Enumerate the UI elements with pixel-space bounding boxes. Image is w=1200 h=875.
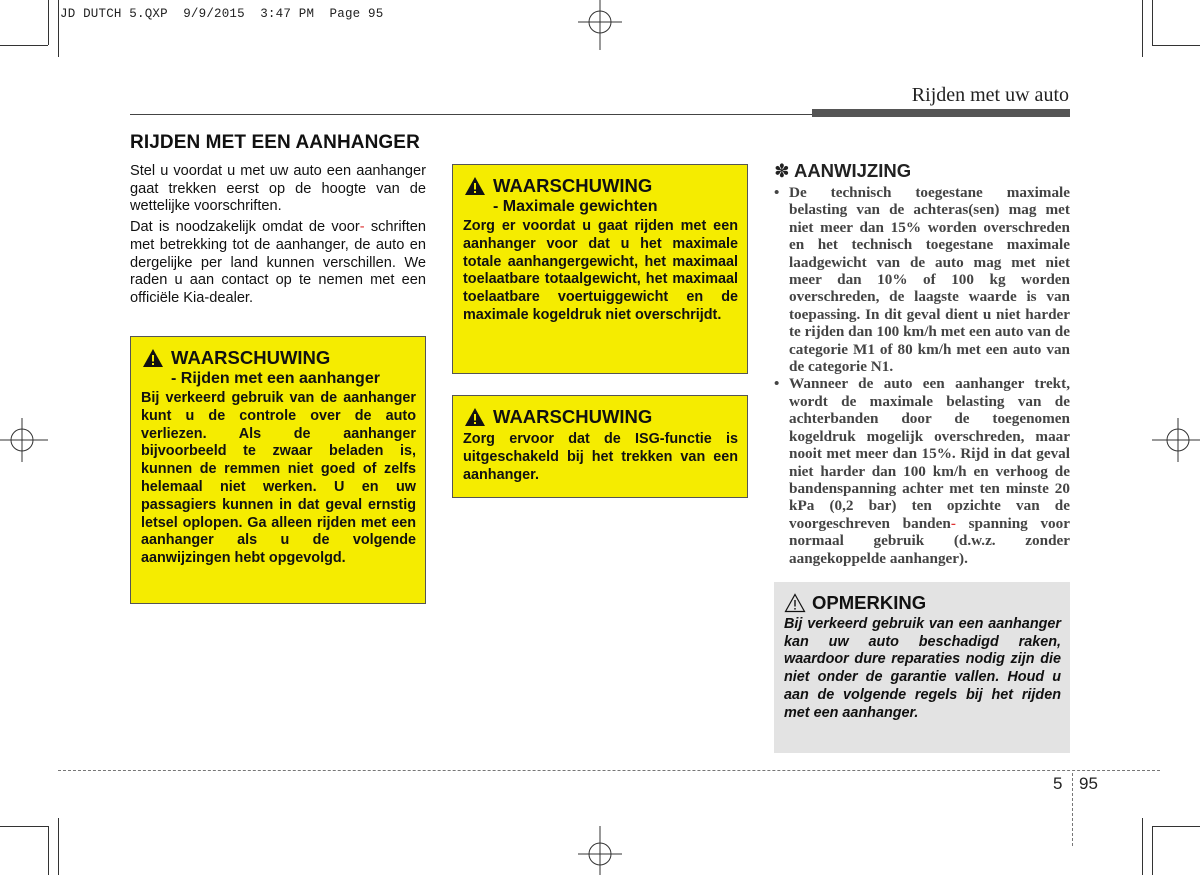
crop-mark [48, 826, 49, 875]
page-number: 95 [1079, 774, 1098, 793]
crop-mark [1152, 0, 1153, 45]
note-item: • De technisch toegestane maximale belasting van de achteras(sen) mag met niet meer dan 15% worden overschreden en het technisch toegestane maximale laadgewicht van de auto mag met niet meer dan 10% of 100 kg worden overschreden, de laagste waarde is van toepassing. In dit geval dient u niet harder te rijden dan 100 km/h met een auto van de categorie M1 of 80 km/h met een auto van de categorie N1. [774, 184, 1070, 375]
page-title: RIJDEN MET EEN AANHANGER [130, 132, 420, 153]
warning-triangle-icon [464, 176, 486, 196]
intro-paragraph-1: Stel u voordat u met uw auto een aanhanger gaat trekken eerst op de hoogte van de wettelijke voorschriften. [130, 163, 426, 215]
caution-header [784, 592, 1061, 614]
warning-triangle-icon [142, 348, 164, 368]
crop-mark [58, 818, 59, 875]
note-item-2-start: Wanneer de auto een aanhanger trekt, wordt de maximale belasting van de achterbanden door de toegenomen kogeldruk mogelijk overschreden, maar nooit met meer dan 15%. Rijd in dat geval niet harder dan 100 km/h en verhoog de bandenspanning achter met ten minste 20 kPa (0,2 bar) ten opzichte van de voorgeschreven banden [789, 375, 1070, 532]
crop-mark [1142, 0, 1143, 57]
warning-header [463, 175, 738, 197]
warning-box-weights [452, 164, 748, 374]
note-list [774, 184, 1070, 567]
warning-header [463, 406, 738, 428]
warning-title: WAARSCHUWING [171, 347, 331, 368]
crop-mark [1152, 826, 1153, 875]
registration-crosshair-icon [570, 0, 630, 52]
warning-text: Bij verkeerd gebruik van de aanhanger kunt u de controle over de auto verliezen. Als de aanhanger bijvoorbeeld te zwaar beladen is, kunnen de remmen niet goed of zelfs helemaal niet werken. U en uw passagiers kunnen in dat geval ernstig letsel oplopen. Ga alleen rijden met een aanhanger als u de volgende aanwijzingen hebt opgevolgd. [141, 390, 416, 567]
crop-mark [0, 826, 48, 827]
header-bar [812, 109, 1070, 117]
warning-text: Zorg er voordat u gaat rijden met een aanhanger voor dat u het maximale totale aanhangergewicht, het maximaal toelaatbare totaalgewicht, het maximaal toelaatbare voertuiggewicht en de maximale kogeldruk niet overschrijdt. [463, 218, 738, 323]
warning-subtitle: - Maximale gewichten [493, 198, 658, 215]
chapter-number: 5 [1053, 774, 1063, 793]
warning-title: WAARSCHUWING [493, 406, 653, 427]
caution-triangle-icon [784, 593, 806, 613]
intro-paragraph-2-rest: schriften met betrekking tot de aanhanger, de auto en dergelijke per land kunnen verschillen. We raden u aan contact op te nemen met een officiële Kia-dealer. [130, 219, 426, 306]
intro-text [130, 163, 426, 308]
registration-crosshair-icon [0, 410, 50, 470]
crop-mark [1152, 45, 1200, 46]
crop-mark [58, 0, 59, 57]
warning-text: Zorg ervoor dat de ISG-functie is uitgeschakeld bij het trekken van een aanhanger. [463, 431, 738, 483]
caution-text: Bij verkeerd gebruik van een aanhanger kan uw auto beschadigd raken, waardoor dure reparaties nodig zijn die niet onder de garantie vallen. Houd u aan de volgende regels bij het rijden met een aanhanger. [784, 616, 1061, 721]
crop-mark [1152, 826, 1200, 827]
warning-box-trailer [130, 336, 426, 604]
warning-box-isg [452, 395, 748, 498]
warning-header [141, 347, 416, 369]
intro-paragraph-2 [130, 219, 426, 308]
red-hyphen: - [950, 514, 956, 532]
section-header: Rijden met uw auto [911, 84, 1069, 106]
intro-paragraph-2-start: Dat is noodzakelijk omdat de voor [130, 219, 360, 236]
warning-subtitle: - Rijden met een aanhanger [171, 370, 380, 387]
note-item [774, 375, 1070, 566]
red-hyphen: - [359, 219, 365, 236]
warning-title: WAARSCHUWING [493, 175, 653, 196]
footer-divider [58, 770, 1160, 771]
registration-crosshair-icon [1150, 410, 1200, 470]
note-item-2-rest: spanning voor normaal gebruik (d.w.z. zonder aangekoppelde aanhanger). [789, 514, 1070, 567]
page-number-divider [1072, 773, 1073, 846]
caution-box [774, 582, 1070, 753]
crop-mark [1142, 818, 1143, 875]
crop-mark [48, 0, 49, 45]
crop-mark [0, 45, 48, 46]
print-slug-line: JD DUTCH 5.QXP 9/9/2015 3:47 PM Page 95 [60, 7, 384, 21]
warning-triangle-icon [464, 407, 486, 427]
caution-title: OPMERKING [812, 592, 927, 613]
note-title: ✽ AANWIJZING [774, 160, 912, 181]
registration-crosshair-icon [570, 826, 630, 875]
